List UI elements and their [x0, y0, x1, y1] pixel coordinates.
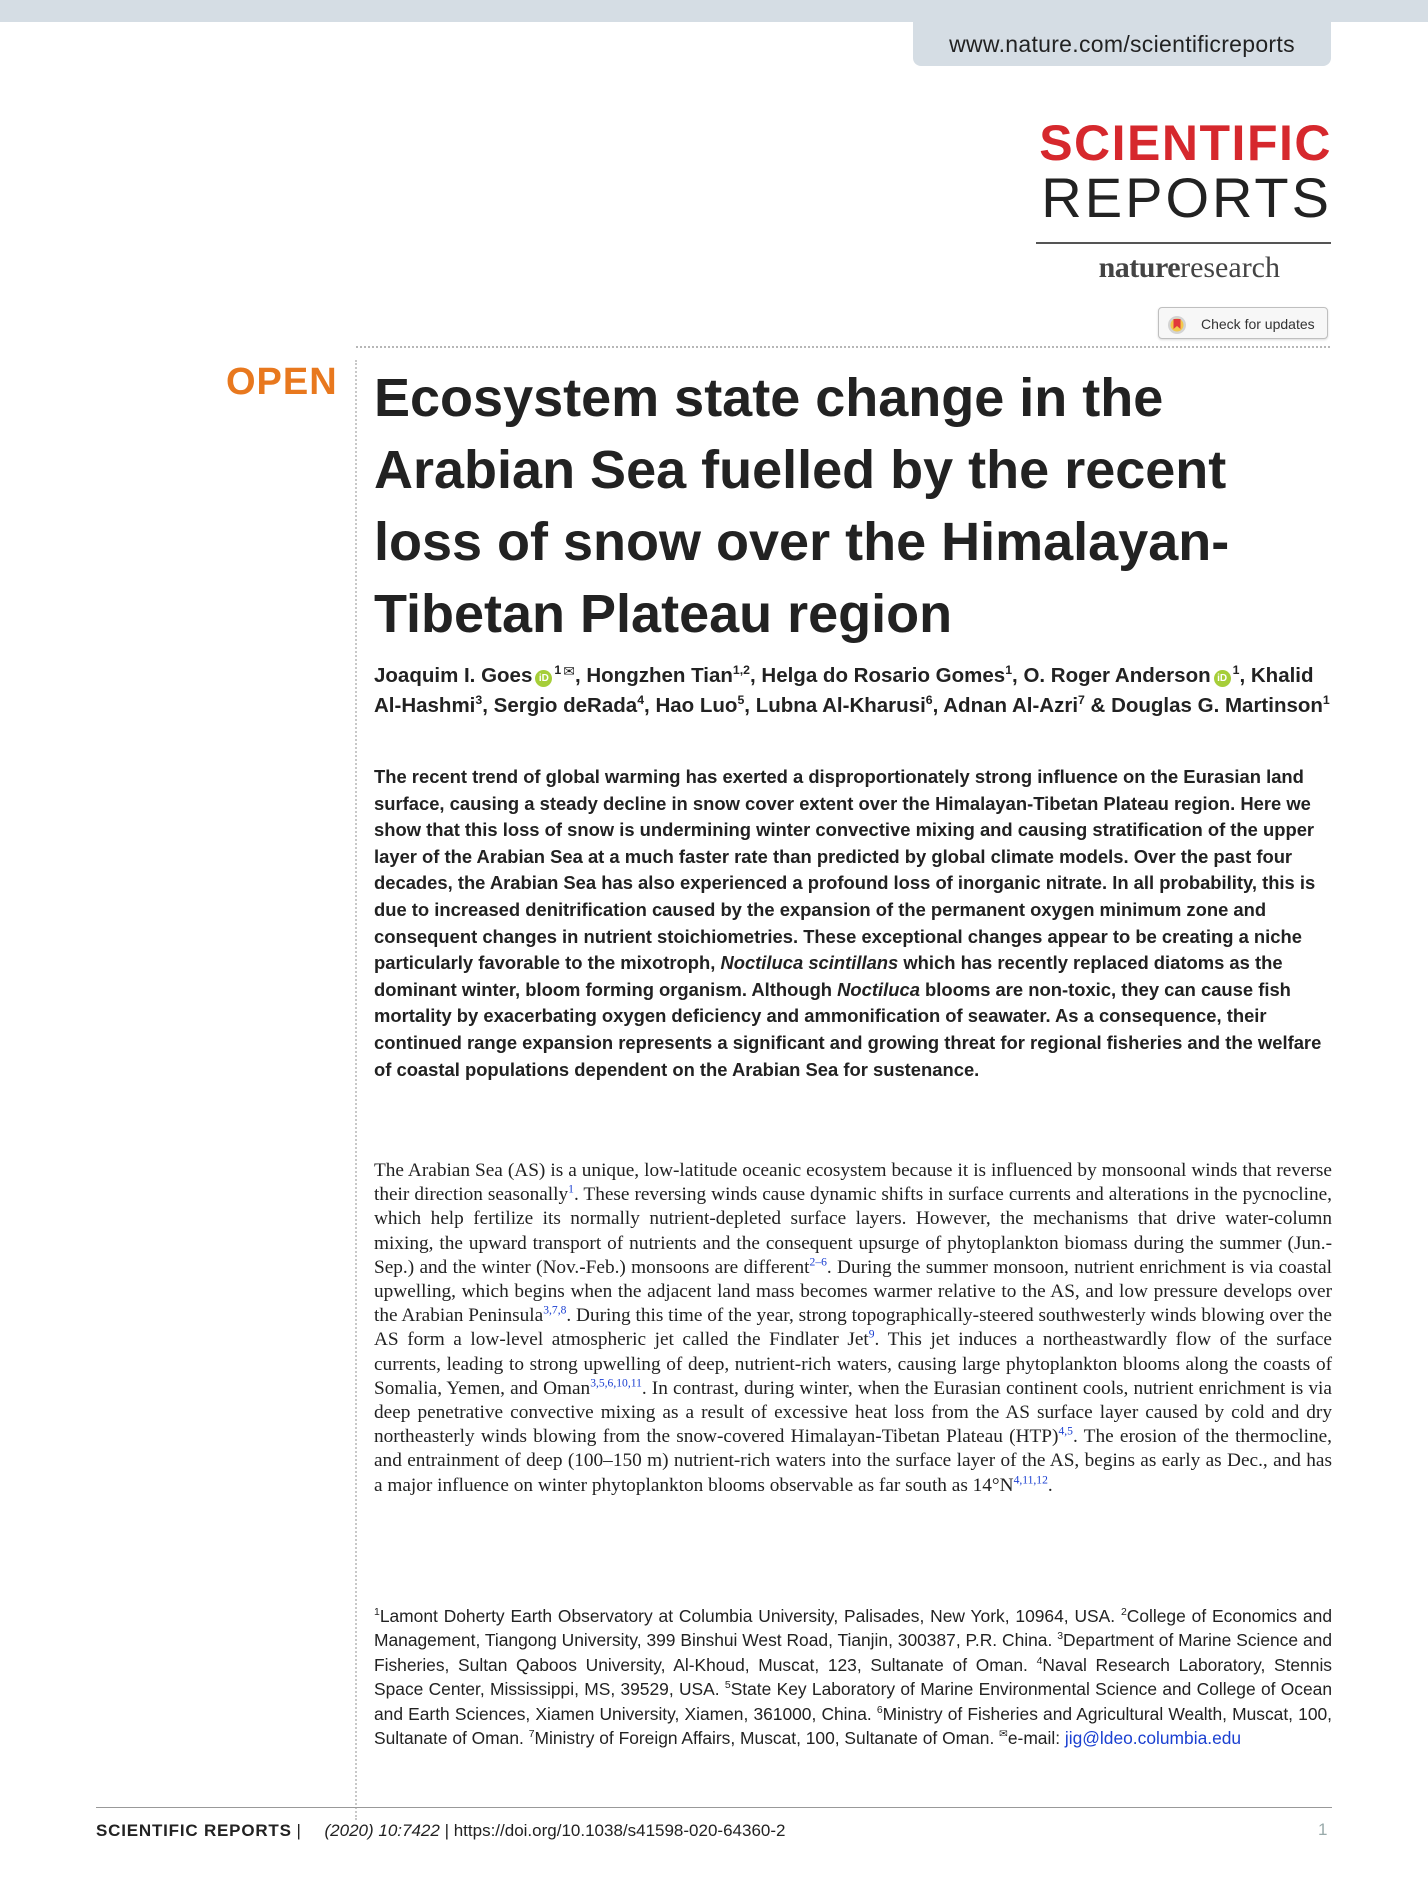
- author-separator: ,: [750, 664, 762, 687]
- author-affiliation-number: 5: [737, 693, 745, 708]
- affiliation-number: 1: [374, 1607, 380, 1619]
- footer-year-volume: (2020) 10:7422: [324, 1821, 440, 1840]
- journal-logo-reports: REPORTS: [1041, 166, 1332, 229]
- publisher-name-bold: nature: [1098, 251, 1181, 284]
- author-separator: ,: [1012, 664, 1024, 687]
- check-for-updates-label: Check for updates: [1201, 316, 1315, 332]
- body-paragraph: [374, 1159, 1332, 1498]
- species-name: Noctiluca scintillans: [720, 952, 899, 974]
- abstract-text: blooms are non-toxic, they can cause fish mortality by exacerbating oxygen deficiency and ammonification of seawater. As a consequence, their continued range expansion represents a significant and growing threat for regional fisheries and the welfare of coastal populations dependent on the Arabian Sea for sustenance.: [374, 978, 1322, 1080]
- crossmark-icon: [1167, 314, 1187, 346]
- margin-divider: [355, 360, 357, 1820]
- journal-logo-scientific: SCIENTIFIC: [1039, 115, 1332, 171]
- footer-divider: [96, 1807, 1332, 1808]
- author-affiliation-number: 6: [925, 693, 933, 708]
- publisher-name: [1099, 251, 1280, 285]
- affiliation-text: Naval Research Laboratory, Stennis Space Center, Mississippi, MS, 39529, USA.: [374, 1654, 1332, 1700]
- author-name[interactable]: Hao Luo: [655, 694, 738, 717]
- affiliation-number: 4: [1036, 1656, 1043, 1668]
- orcid-icon[interactable]: iD: [535, 670, 552, 687]
- abstract-text: The recent trend of global warming has exerted a disproportionately strong influence on the Eurasian land surface, causing a steady decline in snow cover extent over the Himalayan-Tibetan Plateau region. Here we show that this loss of snow is undermining winter convective mixing and causing stratification of the upper layer of the Arabian Sea at a much faster rate than predicted by global climate models. Over the past four decades, the Arabian Sea has also experienced a profound loss of inorganic nitrate. In all probability, this is due to increased denitrification caused by the expansion of the permanent oxygen minimum zone and consequent changes in nutrient stoichiometries. These exceptional changes appear to be creating a niche particularly favorable to the mixotroph,: [374, 766, 1316, 974]
- body-text: . The erosion of the thermocline, and entrainment of deep (100–150 m) nutrient-rich waters into the surface layer of the AS, begins as early as Dec., and has a major influence on winter phytoplankton blooms observable as far south as 14°N: [374, 1426, 1332, 1496]
- open-access-label: OPEN: [226, 361, 338, 403]
- citation-link[interactable]: 1: [568, 1182, 574, 1196]
- species-name: Noctiluca: [837, 978, 920, 1000]
- affiliation-number: 6: [876, 1704, 883, 1716]
- body-text: . During this time of the year, strong topographically-steered southwesterly winds blowing over the AS form a low-level atmospheric jet called the Findlater Jet: [374, 1305, 1332, 1351]
- author-name[interactable]: Helga do Rosario Gomes: [761, 664, 1006, 687]
- body-text: . This jet induces a northeastwardly flow of the surface currents, leading to strong upwelling of deep, nutrient-rich waters, causing large phytoplankton blooms along the coasts of Somalia, Yemen, and Oman: [374, 1329, 1332, 1399]
- check-for-updates-button[interactable]: [1158, 307, 1328, 339]
- page-number: 1: [1318, 1820, 1328, 1839]
- footer-sep: |: [291, 1821, 301, 1840]
- author-name[interactable]: Khalid Al-Hashmi: [374, 664, 1314, 717]
- author-affiliation-number: 1: [1322, 693, 1330, 708]
- logo-divider: [1036, 242, 1331, 244]
- author-name[interactable]: Sergio deRada: [493, 694, 638, 717]
- body-text: . These reversing winds cause dynamic shifts in surface currents and alterations in the pycnocline, which help fertilize its normally nutrient-depleted surface layers. However, the mechanisms that drive water-column mixing, the upward transport of nutrients and the consequent upsurge of phytoplankton biomass during the summer (Jun.-Sep.) and the winter (Nov.-Feb.) monsoons are different: [374, 1184, 1332, 1278]
- body-text: . During the summer monsoon, nutrient enrichment is via coastal upwelling, which begins when the adjacent land mass becomes warmer relative to the AS, and low pressure develops over the Arabian Peninsula: [374, 1256, 1332, 1327]
- top-banner: [0, 0, 1428, 22]
- author-affiliation-number: 7: [1078, 693, 1085, 708]
- author-list: [374, 656, 1334, 721]
- affiliation-text: College of Economics and Management, Tiangong University, 399 Binshui West Road, Tianjin, 300387, P.R. China.: [374, 1606, 1332, 1651]
- header-divider: [356, 346, 1330, 348]
- publisher-name-rest: research: [1180, 251, 1280, 284]
- author-name[interactable]: Douglas G. Martinson: [1111, 694, 1323, 717]
- author-name[interactable]: Hongzhen Tian: [586, 664, 733, 687]
- author-affiliation-number: 1: [554, 663, 562, 678]
- footer-citation: [96, 1820, 785, 1842]
- journal-url[interactable]: www.nature.com/scientificreports: [913, 22, 1331, 66]
- author-affiliation-number: 4: [637, 693, 645, 708]
- footer-doi[interactable]: | https://doi.org/10.1038/s41598-020-64360-2: [444, 1821, 786, 1840]
- abstract: [374, 764, 1334, 1083]
- author-affiliation-number: 1: [1005, 663, 1013, 678]
- author-separator: ,: [574, 664, 587, 687]
- author-affiliation-number: 1: [1232, 663, 1240, 678]
- citation-link[interactable]: 4,11,12: [1013, 1473, 1048, 1487]
- footer-journal: SCIENTIFIC REPORTS: [96, 1821, 292, 1840]
- affiliation-text: State Key Laboratory of Marine Environmental Science and College of Ocean and Earth Sciences, Xiamen University, Xiamen, 361000, China.: [374, 1679, 1333, 1724]
- citation-link[interactable]: 4,5: [1058, 1424, 1073, 1438]
- author-separator: &: [1084, 694, 1112, 717]
- author-separator: ,: [932, 694, 944, 717]
- citation-link[interactable]: 3,5,6,10,11: [590, 1376, 642, 1390]
- author-separator: ,: [1239, 664, 1251, 687]
- orcid-icon[interactable]: iD: [1214, 670, 1231, 687]
- email-envelope-icon: ✉: [999, 1729, 1008, 1741]
- email-envelope-icon[interactable]: ✉: [563, 663, 575, 679]
- author-separator: ,: [644, 694, 656, 717]
- affiliation-text: Ministry of Foreign Affairs, Muscat, 100, Sultanate of Oman.: [534, 1728, 1000, 1749]
- abstract-text: which has recently replaced diatoms as the dominant winter, bloom forming organism. Although: [374, 952, 1283, 1000]
- email-link[interactable]: jig@ldeo.columbia.edu: [1064, 1728, 1242, 1749]
- affiliation-text: Lamont Doherty Earth Observatory at Columbia University, Palisades, New York, 10964, USA.: [379, 1606, 1121, 1626]
- author-separator: ,: [482, 694, 494, 717]
- author-affiliation-number: 3: [475, 693, 483, 708]
- email-label: e-mail:: [1007, 1728, 1065, 1749]
- article-title: Ecosystem state change in the Arabian Sea fuelled by the recent loss of snow over the Himalayan-Tibetan Plateau region: [374, 368, 1230, 644]
- body-text: The Arabian Sea (AS) is a unique, low-latitude oceanic ecosystem because it is influenced by monsoonal winds that reverse their direction seasonally: [374, 1160, 1332, 1206]
- affiliations: [374, 1604, 1332, 1750]
- affiliation-number: 2: [1120, 1607, 1127, 1619]
- affiliation-number: 5: [724, 1680, 731, 1692]
- citation-link[interactable]: 2–6: [809, 1255, 827, 1269]
- author-name[interactable]: O. Roger Anderson: [1023, 664, 1211, 687]
- body-text: . In contrast, during winter, when the Eurasian continent cools, nutrient enrichment is via deep penetrative convective mixing as a result of excessive heat loss from the AS surface layer caused by cold and dry northeasterly winds blowing from the snow-covered Himalayan-Tibetan Plateau (HTP): [374, 1377, 1332, 1448]
- citation-link[interactable]: 3,7,8: [543, 1303, 567, 1317]
- author-affiliation-number: 1,2: [732, 663, 750, 678]
- affiliation-text: Department of Marine Science and Fisheries, Sultan Qaboos University, Al-Khoud, Muscat, 123, Sultanate of Oman.: [374, 1630, 1333, 1675]
- author-separator: ,: [744, 694, 756, 717]
- affiliation-number: 7: [528, 1729, 535, 1741]
- body-text: .: [1047, 1474, 1053, 1496]
- author-name[interactable]: Adnan Al-Azri: [943, 694, 1079, 717]
- author-name[interactable]: Lubna Al-Kharusi: [755, 694, 926, 717]
- citation-link[interactable]: 9: [868, 1328, 875, 1341]
- author-name[interactable]: Joaquim I. Goes: [374, 664, 533, 687]
- affiliation-text: Ministry of Fisheries and Agricultural Wealth, Muscat, 100, Sultanate of Oman.: [374, 1703, 1332, 1749]
- affiliation-number: 3: [1057, 1631, 1064, 1643]
